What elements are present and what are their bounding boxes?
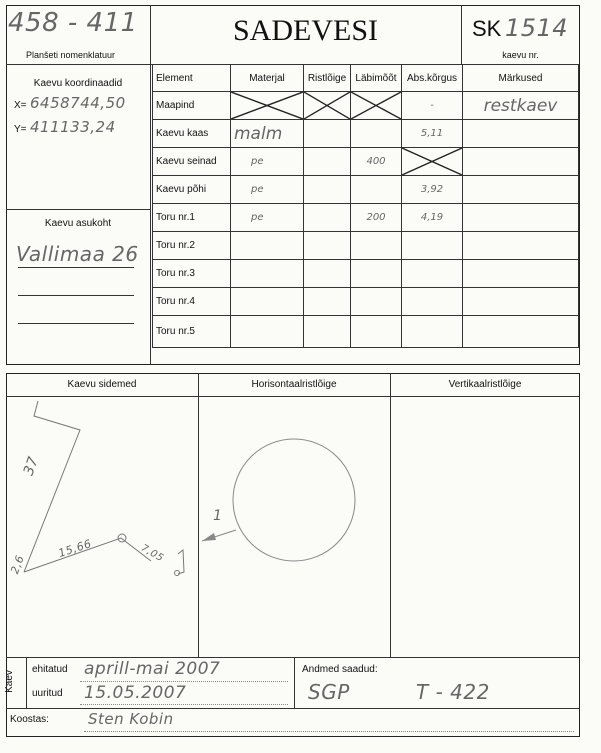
koostas-label: Koostas: xyxy=(10,714,49,725)
andmed-value-source: SGP xyxy=(308,680,350,704)
table-row xyxy=(153,288,579,316)
sidemed-label: Kaevu sidemed xyxy=(67,379,137,390)
col-header-materjal: Materjal xyxy=(231,65,304,92)
table-row xyxy=(153,120,579,148)
row-abs: 5,11 xyxy=(402,120,463,148)
row-element: Kaevu kaas xyxy=(153,120,231,148)
row-abs: 4,19 xyxy=(402,204,463,232)
row-materjal: malm xyxy=(231,120,304,148)
footer-line xyxy=(80,681,288,682)
dim-37: 37 xyxy=(20,454,43,478)
row-element: Toru nr.1 xyxy=(153,204,231,232)
sk-prefix: SK xyxy=(472,16,502,41)
horizontal-section-sketch xyxy=(198,396,390,657)
vertikaal-label: Vertikaalristlõige xyxy=(448,379,522,390)
footer-divider xyxy=(6,657,580,658)
location-line xyxy=(18,323,134,324)
nomenclature-value: 458 - 411 xyxy=(8,8,138,38)
pipe-number: 1 xyxy=(213,508,223,524)
row-ristloige xyxy=(304,204,351,232)
row-materjal: pe xyxy=(231,204,304,232)
footer-line xyxy=(80,704,288,705)
dim-26: 2,6 xyxy=(8,553,27,576)
element-table xyxy=(152,64,579,348)
row-markused xyxy=(463,176,579,204)
coords-label: Kaevu koordinaadid xyxy=(33,78,123,89)
row-element: Toru nr.2 xyxy=(153,232,231,260)
page-title: SADEVESI xyxy=(232,14,378,47)
dim-1566: 15,66 xyxy=(56,537,94,560)
table-row xyxy=(153,316,579,348)
row-element: Kaevu seinad xyxy=(153,148,231,176)
location-line xyxy=(18,295,134,296)
crossed-cell xyxy=(351,92,402,120)
header-divider xyxy=(150,5,151,365)
table-row xyxy=(153,204,579,232)
row-labimoot: 200 xyxy=(351,204,402,232)
table-row xyxy=(153,92,579,120)
row-ristloige xyxy=(304,176,351,204)
row-markused: restkaev xyxy=(463,92,579,120)
crossed-cell xyxy=(402,148,463,176)
row-ristloige xyxy=(304,120,351,148)
ehitatud-label: ehitatud xyxy=(32,664,68,675)
crossed-cell xyxy=(304,92,351,120)
location-label: Kaevu asukoht xyxy=(44,218,112,229)
koostas-value: Sten Kobin xyxy=(88,710,174,728)
row-materjal: pe xyxy=(231,148,304,176)
crossed-cell xyxy=(231,92,304,120)
row-labimoot xyxy=(351,120,402,148)
row-labimoot: 400 xyxy=(351,148,402,176)
row-abs: - xyxy=(402,92,463,120)
horisontaal-label: Horisontaalristlõige xyxy=(251,379,337,390)
row-ristloige xyxy=(304,148,351,176)
table-row xyxy=(153,176,579,204)
footer-divider xyxy=(6,708,580,709)
uuritud-label: uuritud xyxy=(32,688,63,699)
x-label: X= xyxy=(14,100,27,111)
well-ties-sketch xyxy=(6,396,198,657)
row-materjal: pe xyxy=(231,176,304,204)
location-line xyxy=(18,267,134,268)
footer-line xyxy=(84,731,574,732)
nomenclature-label: Planšeti nomenklatuur xyxy=(26,50,116,60)
x-value: 6458744,50 xyxy=(30,94,126,112)
row-element: Toru nr.5 xyxy=(153,316,231,348)
row-markused xyxy=(463,148,579,176)
uuritud-value: 15.05.2007 xyxy=(84,683,187,703)
row-element: Maapind xyxy=(153,92,231,120)
dim-705: 7,05 xyxy=(138,542,166,565)
footer-divider xyxy=(294,657,295,708)
ehitatud-value: aprill-mai 2007 xyxy=(84,659,221,679)
location-value: Vallimaa 26 xyxy=(16,242,139,266)
y-value: 411133,24 xyxy=(30,118,116,136)
kaev-label: Kaev xyxy=(3,670,15,693)
row-element: Kaevu põhi xyxy=(153,176,231,204)
table-row xyxy=(153,232,579,260)
row-element: Toru nr.4 xyxy=(153,288,231,316)
row-labimoot xyxy=(351,176,402,204)
row-markused xyxy=(463,204,579,232)
table-row xyxy=(153,260,579,288)
sk-number: 1514 xyxy=(505,14,569,42)
col-header-markused: Märkused xyxy=(463,65,579,92)
y-label: Y= xyxy=(14,124,27,135)
sketch-divider xyxy=(390,373,391,657)
row-abs: 3,92 xyxy=(402,176,463,204)
footer-divider xyxy=(26,657,27,708)
col-header-abs: Abs.kõrgus xyxy=(402,65,463,92)
andmed-value-code: T - 422 xyxy=(416,680,490,704)
left-divider xyxy=(6,209,150,210)
row-element: Toru nr.3 xyxy=(153,260,231,288)
andmed-label: Andmed saadud: xyxy=(302,664,378,675)
col-header-labimoot: Läbimõõt xyxy=(351,65,402,92)
table-row xyxy=(153,148,579,176)
col-header-ristloige: Ristlõige xyxy=(304,65,351,92)
col-header-element: Element xyxy=(153,65,231,92)
row-markused xyxy=(463,120,579,148)
sk-label: kaevu nr. xyxy=(502,50,539,60)
table-header-row xyxy=(153,65,579,92)
